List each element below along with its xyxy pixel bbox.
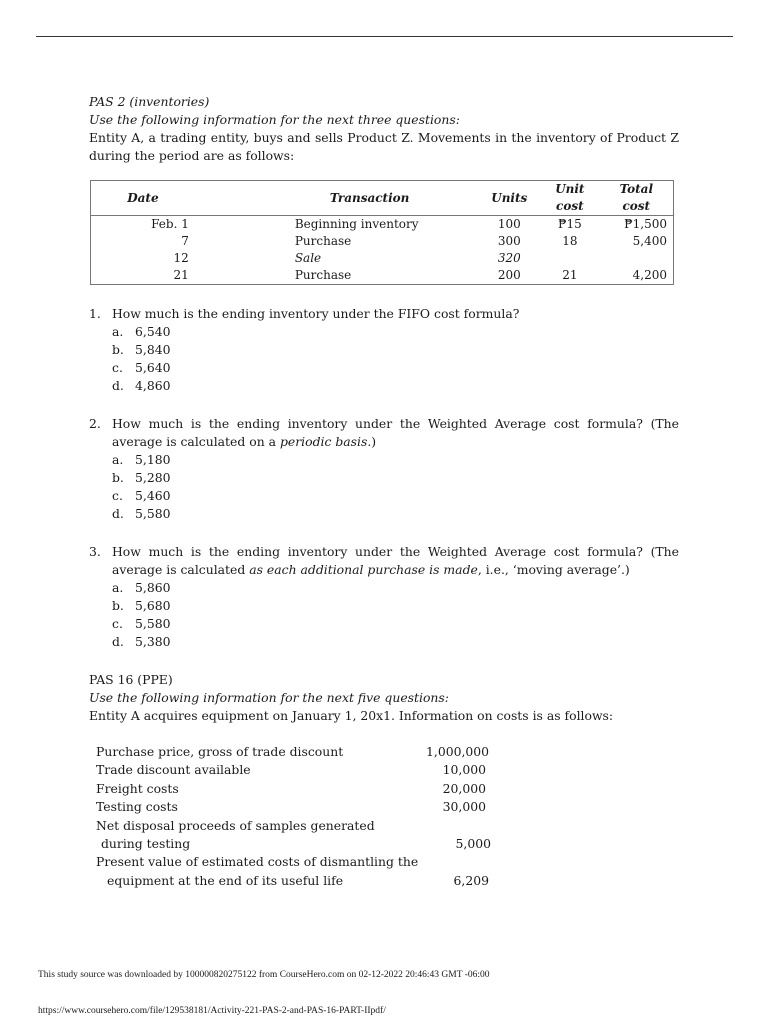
pas2-instruction: Use the following information for the next three questions: bbox=[89, 112, 460, 127]
choice-value: 5,460 bbox=[135, 488, 171, 503]
cost-label-continued: during testing bbox=[101, 836, 191, 852]
question-text-emphasis: periodic basis bbox=[279, 434, 368, 449]
cell-date: 7 bbox=[181, 234, 189, 248]
choice-letter: b. bbox=[112, 342, 124, 357]
cost-row bbox=[96, 872, 679, 890]
cost-amount: 1,000,000 bbox=[426, 744, 490, 759]
cell-date: Feb. 1 bbox=[151, 217, 189, 231]
pas2-heading: PAS 2 (inventories) bbox=[89, 94, 210, 109]
choice-letter: d. bbox=[112, 378, 124, 393]
inventory-table bbox=[90, 180, 674, 285]
top-rule bbox=[36, 36, 733, 37]
list-item bbox=[112, 469, 679, 487]
cost-row bbox=[96, 853, 679, 871]
pas16-intro: Entity A acquires equipment on January 1, 20x1. Information on costs is as follows: bbox=[89, 708, 614, 723]
cost-label: Present value of estimated costs of dismantling the bbox=[96, 854, 419, 870]
cost-amount: 5,000 bbox=[455, 836, 491, 852]
header-transaction: Transaction bbox=[195, 181, 479, 216]
list-item bbox=[112, 597, 679, 615]
choice-list bbox=[112, 323, 679, 395]
choice-list bbox=[112, 451, 679, 523]
cost-label: Trade discount available bbox=[96, 762, 251, 778]
choice-letter: b. bbox=[112, 598, 124, 613]
question-text-part: How much is the ending inventory under the Weighted Average cost formula? (The average is calculated on a bbox=[112, 416, 679, 449]
choice-value: 5,680 bbox=[135, 598, 171, 613]
choice-letter: b. bbox=[112, 470, 124, 485]
list-item bbox=[112, 359, 679, 377]
cost-label: Testing costs bbox=[96, 799, 178, 815]
header-units: Units bbox=[478, 181, 540, 216]
pas16-heading: PAS 16 (PPE) bbox=[89, 672, 173, 687]
pas2-intro: Entity A, a trading entity, buys and sells Product Z. Movements in the inventory of Product Z during the period are as follows: bbox=[89, 130, 679, 163]
choice-value: 5,580 bbox=[135, 616, 171, 631]
list-item bbox=[112, 615, 679, 633]
choice-value: 5,380 bbox=[135, 634, 171, 649]
cost-table bbox=[96, 743, 679, 890]
cell-total-cost: 4,200 bbox=[632, 268, 667, 282]
cell-transaction: Beginning inventory bbox=[294, 217, 419, 231]
cost-amount: 20,000 bbox=[442, 780, 486, 796]
cost-row bbox=[96, 817, 679, 835]
cell-units: 300 bbox=[497, 234, 521, 248]
cell-transaction: Purchase bbox=[294, 268, 352, 282]
pas16-section bbox=[89, 671, 679, 890]
header-date: Date bbox=[91, 181, 195, 216]
list-item bbox=[112, 505, 679, 523]
choice-letter: a. bbox=[112, 580, 124, 595]
choice-letter: d. bbox=[112, 506, 124, 521]
download-notice: This study source was downloaded by 100000820275122 from CourseHero.com on 02-12-2022 20:46:43 GMT -06:00 bbox=[38, 970, 490, 980]
cell-total-cost bbox=[600, 250, 674, 267]
list-item bbox=[112, 633, 679, 651]
choice-value: 5,860 bbox=[135, 580, 171, 595]
question-text bbox=[112, 415, 679, 451]
question-text: How much is the ending inventory under the FIFO cost formula? bbox=[112, 306, 520, 321]
table-row bbox=[91, 233, 674, 250]
document-body bbox=[89, 93, 679, 890]
list-item bbox=[112, 323, 679, 341]
question-number: 1. bbox=[89, 306, 101, 321]
choice-list bbox=[112, 579, 679, 651]
list-item bbox=[112, 451, 679, 469]
list-item bbox=[112, 341, 679, 359]
question-text-part: .) bbox=[367, 434, 377, 449]
choice-letter: a. bbox=[112, 324, 124, 339]
question-text-part: How much is the ending inventory under the Weighted Average cost formula? (The average is calculated bbox=[112, 544, 679, 577]
choice-value: 4,860 bbox=[135, 378, 171, 393]
cost-amount: 10,000 bbox=[442, 762, 486, 778]
choice-letter: c. bbox=[112, 488, 123, 503]
list-item bbox=[112, 579, 679, 597]
cost-label: Purchase price, gross of trade discount bbox=[96, 744, 344, 759]
question-text-emphasis: as each additional purchase is made bbox=[249, 562, 478, 577]
cost-row bbox=[96, 743, 679, 761]
cost-row bbox=[96, 780, 679, 798]
question-number: 3. bbox=[89, 544, 101, 559]
cell-total-cost: 5,400 bbox=[632, 234, 667, 248]
table-row bbox=[91, 267, 674, 285]
cell-unit-cost: ₱15 bbox=[557, 217, 582, 231]
cell-transaction: Sale bbox=[294, 251, 322, 265]
cost-row bbox=[96, 835, 679, 853]
cell-date: 12 bbox=[173, 251, 189, 265]
cell-date: 21 bbox=[173, 268, 189, 282]
cost-row bbox=[96, 798, 679, 816]
table-header-row bbox=[91, 181, 674, 216]
choice-value: 5,280 bbox=[135, 470, 171, 485]
cell-units: 320 bbox=[497, 251, 521, 265]
table-row bbox=[91, 250, 674, 267]
table-row bbox=[91, 216, 674, 234]
pas16-instruction: Use the following information for the next five questions: bbox=[89, 690, 449, 705]
cell-unit-cost: 18 bbox=[562, 234, 578, 248]
question-number: 2. bbox=[89, 416, 101, 431]
choice-value: 5,640 bbox=[135, 360, 171, 375]
choice-value: 6,540 bbox=[135, 324, 171, 339]
question-1 bbox=[89, 305, 679, 395]
cost-amount: 6,209 bbox=[453, 872, 489, 888]
question-text-part: , i.e., ‘moving average’.) bbox=[477, 562, 630, 577]
cost-label-continued: equipment at the end of its useful life bbox=[107, 872, 344, 888]
cell-unit-cost bbox=[540, 250, 600, 267]
choice-value: 5,580 bbox=[135, 506, 171, 521]
question-3 bbox=[89, 543, 679, 651]
choice-letter: c. bbox=[112, 360, 123, 375]
list-item bbox=[112, 487, 679, 505]
choice-letter: a. bbox=[112, 452, 124, 467]
question-text bbox=[112, 543, 679, 579]
header-total-cost: Total cost bbox=[600, 181, 674, 216]
cell-units: 100 bbox=[497, 217, 521, 231]
cell-total-cost: ₱1,500 bbox=[624, 217, 667, 231]
header-unit-cost: Unit cost bbox=[540, 181, 600, 216]
cell-transaction: Purchase bbox=[294, 234, 352, 248]
cell-unit-cost: 21 bbox=[562, 268, 578, 282]
question-2 bbox=[89, 415, 679, 523]
choice-letter: d. bbox=[112, 634, 124, 649]
choice-value: 5,180 bbox=[135, 452, 171, 467]
cost-amount: 30,000 bbox=[442, 799, 486, 815]
list-item bbox=[112, 377, 679, 395]
cost-row bbox=[96, 761, 679, 779]
source-url[interactable]: https://www.coursehero.com/file/129538181/Activity-221-PAS-2-and-PAS-16-PART-IIpdf/ bbox=[38, 1006, 386, 1016]
cost-label: Net disposal proceeds of samples generated bbox=[96, 817, 375, 833]
cost-label: Freight costs bbox=[96, 780, 179, 796]
choice-value: 5,840 bbox=[135, 342, 171, 357]
choice-letter: c. bbox=[112, 616, 123, 631]
cell-units: 200 bbox=[497, 268, 521, 282]
